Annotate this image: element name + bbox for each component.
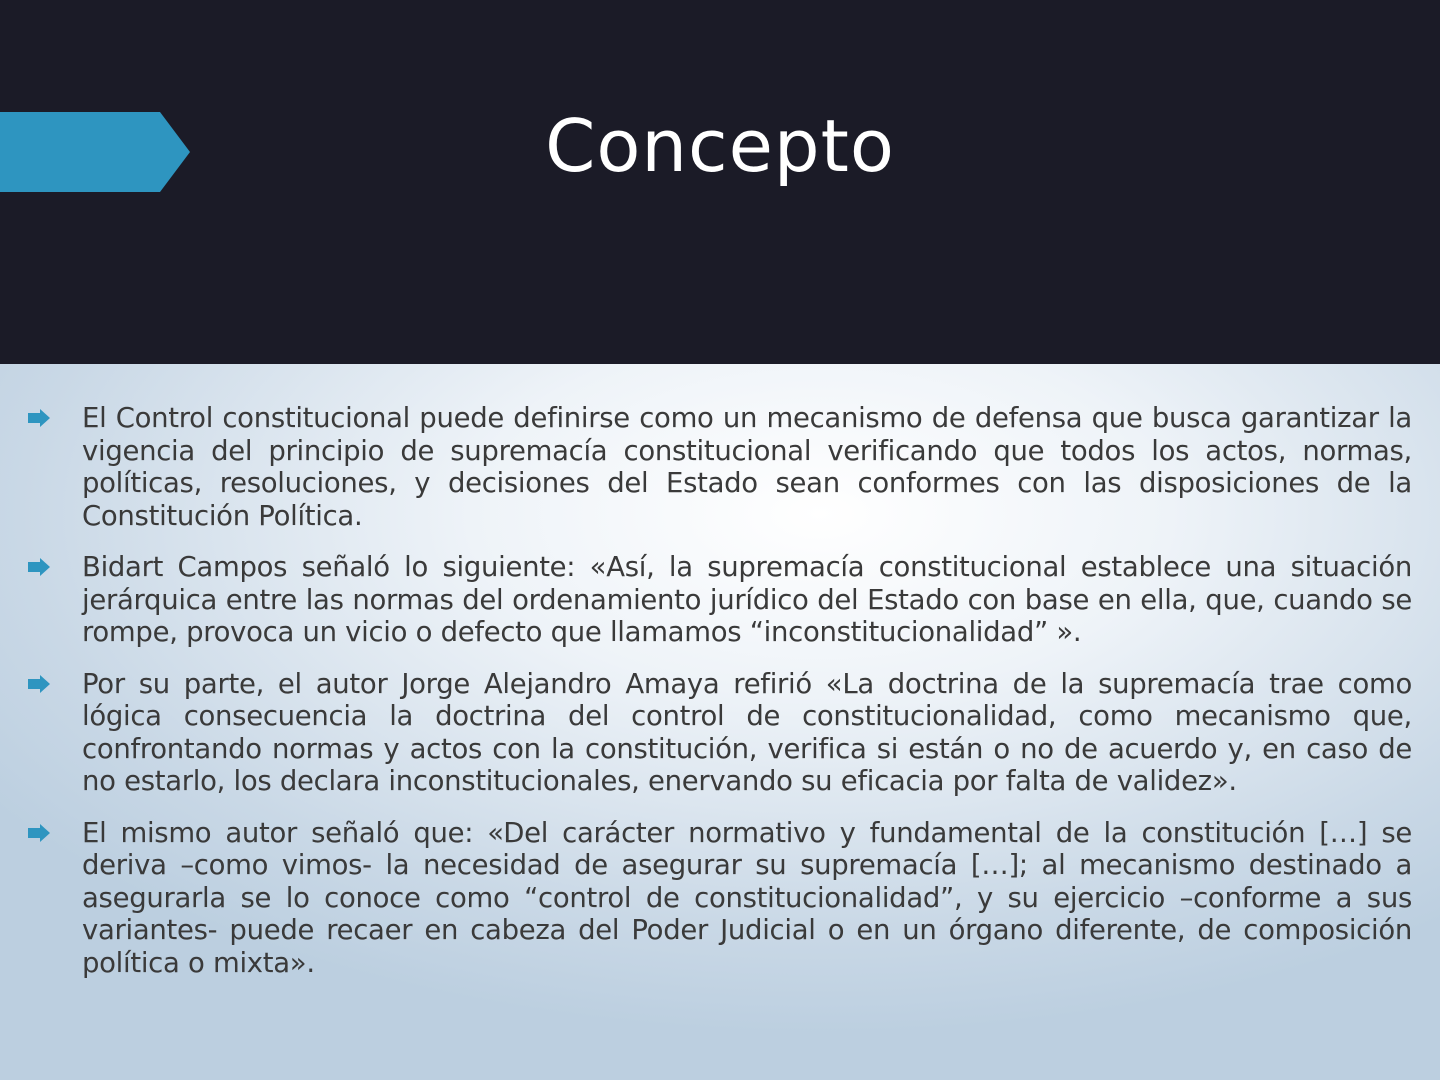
- bullet-text: Por su parte, el autor Jorge Alejandro Amaya refirió «La doctrina de la supremacía trae como lógica consecuencia la doctrina del control de constitucionalidad, como mecanismo que, confrontando normas y actos con la constitución, verifica si están o no de acuerdo y, en caso de no estarlo, los declara inconstitucionales, enervando su eficacia por falta de validez».: [82, 667, 1412, 797]
- slide-header: [0, 0, 1440, 364]
- bullet-item: [82, 817, 1412, 980]
- bullet-text: El mismo autor señaló que: «Del carácter normativo y fundamental de la constitución […] se deriva –como vimos- la necesidad de asegurar su supremacía […]; al mecanismo destinado a asegurarla se lo conoce como “control de constitucionalidad”, y su ejercicio –conforme a sus variantes- puede recaer en cabeza del Poder Judicial o en un órgano diferente, de composición política o mixta».: [82, 816, 1412, 979]
- slide-content: [0, 364, 1440, 1080]
- bullet-text: Bidart Campos señaló lo siguiente: «Así, la supremacía constitucional establece una situación jerárquica entre las normas del ordenamiento jurídico del Estado con base en ella, que, cuando se rompe, provoca un vicio o defecto que llamamos “inconstitucionalidad” ».: [82, 551, 1412, 648]
- slide-title: Concepto: [545, 104, 895, 188]
- bullet-item: [82, 551, 1412, 649]
- arrow-right-icon: [28, 409, 50, 427]
- arrow-right-icon: [28, 675, 50, 693]
- bullet-item: [82, 402, 1412, 532]
- bullet-list: [82, 402, 1412, 998]
- bullet-text: El Control constitucional puede definirse como un mecanismo de defensa que busca garantizar la vigencia del principio de supremacía constitucional verificando que todos los actos, normas, políticas, resoluciones, y decisiones del Estado sean conformes con las disposiciones de la Constitución Política.: [82, 402, 1412, 532]
- bullet-item: [82, 668, 1412, 798]
- arrow-right-icon: [28, 824, 50, 842]
- arrow-right-icon: [28, 558, 50, 576]
